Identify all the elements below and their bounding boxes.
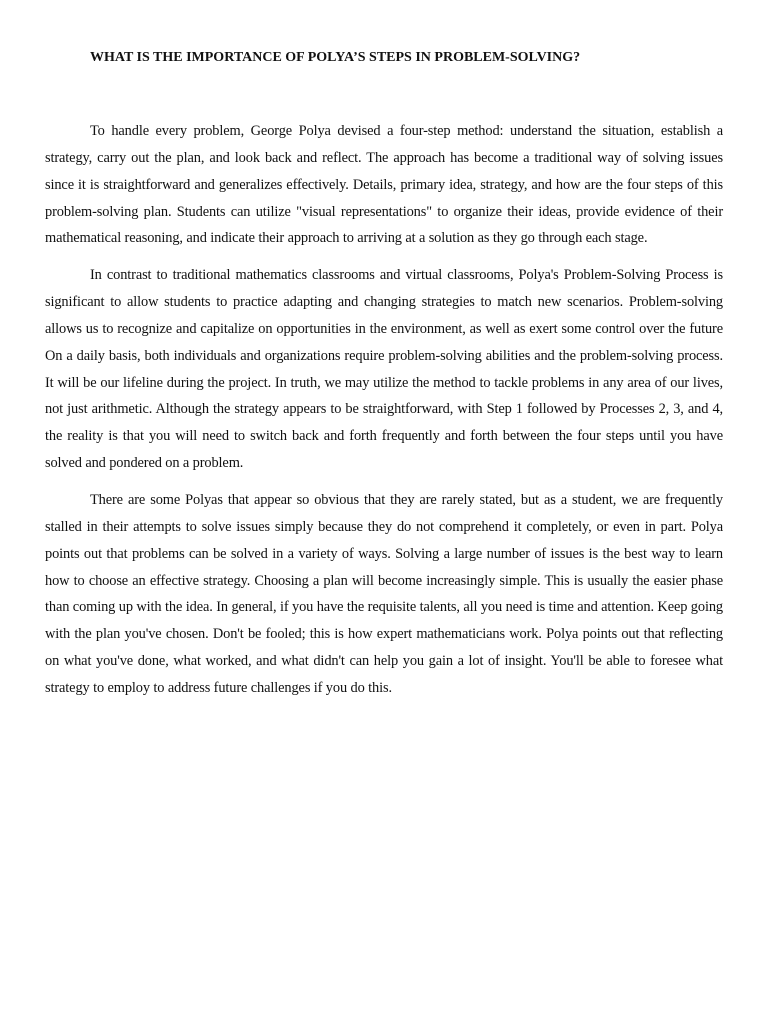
paragraph-1: To handle every problem, George Polya devised a four-step method: understand the situation, establish a strategy, carry out the plan, and look back and reflect. The approach has become a traditional way of solving issues since it is straightforward and generalizes effectively. Details, primary idea, strategy, and how are the four steps of this problem-solving plan. Students can utilize "visual representations" to organize their ideas, provide evidence of their mathematical reasoning, and indicate their approach to arriving at a solution as they go through each stage. bbox=[45, 123, 723, 247]
paragraph-3: There are some Polyas that appear so obvious that they are rarely stated, but as a student, we are frequently stalled in their attempts to solve issues simply because they do not comprehend it completely, or even in part. Polya points out that problems can be solved in a variety of ways. Solving a large number of issues is the best way to learn how to choose an effective strategy. Choosing a plan will become increasingly simple. This is usually the easier phase than coming up with the idea. In general, if you have the requisite talents, all you need is time and attention. Keep going with the plan you've chosen. Don't be fooled; this is how expert mathematicians work. Polya points out that reflecting on what you've done, what worked, and what didn't can help you gain a lot of insight. You'll be able to foresee what strategy to employ to address future challenges if you do this. bbox=[45, 491, 723, 696]
document-body bbox=[45, 118, 723, 702]
document-title: WHAT IS THE IMPORTANCE OF POLYA’S STEPS IN PROBLEM-SOLVING? bbox=[90, 50, 581, 65]
paragraph-2: In contrast to traditional mathematics classrooms and virtual classrooms, Polya's Problem-Solving Process is significant to allow students to practice adapting and changing strategies to match new scenarios. Problem-solving allows us to recognize and capitalize on opportunities in the environment, as well as exert some control over the future On a daily basis, both individuals and organizations require problem-solving abilities and the problem-solving process. It will be our lifeline during the project. In truth, we may utilize the method to tackle problems in any area of our lives, not just arithmetic. Although the strategy appears to be straightforward, with Step 1 followed by Processes 2, 3, and 4, the reality is that you will need to switch back and forth frequently and forth between the four steps until you have solved and pondered on a problem. bbox=[45, 267, 723, 472]
